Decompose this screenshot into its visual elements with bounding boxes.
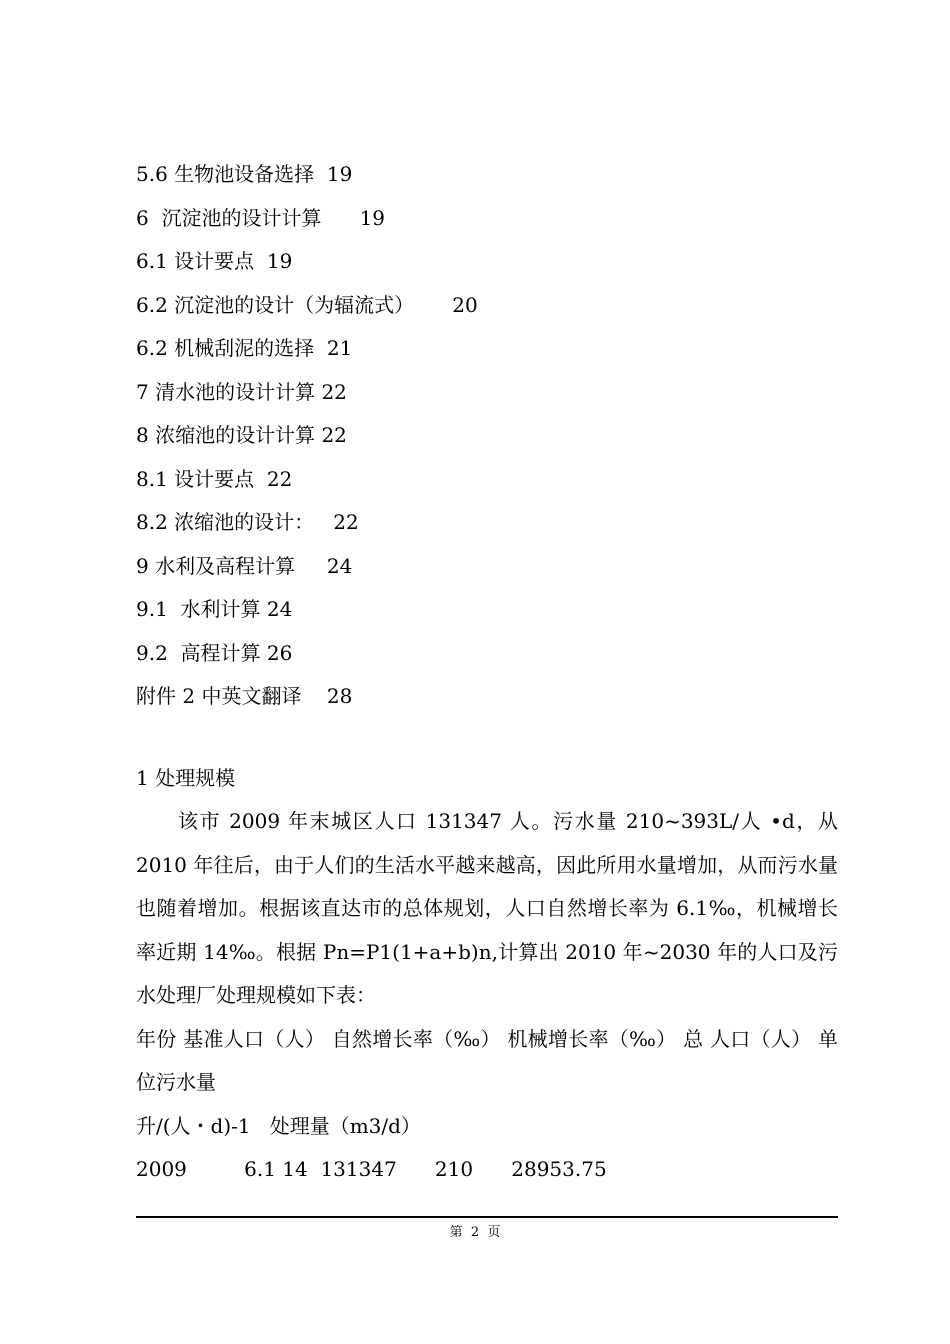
section-body xyxy=(136,760,838,1192)
table-of-contents xyxy=(136,156,836,722)
table-row: 2009 6.1 14 131347 210 28953.75 xyxy=(136,1157,607,1181)
toc-entry: 5.6 生物池设备选择 19 xyxy=(136,162,353,186)
toc-entry: 8.1 设计要点 22 xyxy=(136,466,293,491)
toc-entry: 6 沉淀池的设计计算 19 xyxy=(136,205,386,230)
toc-entry: 6.1 设计要点 19 xyxy=(136,249,293,273)
toc-entry: 9 水利及高程计算 24 xyxy=(136,553,353,578)
toc-entry: 9.2 高程计算 26 xyxy=(136,640,293,665)
section-paragraph: 该市 2009 年末城区人口 131347 人。污水量 210~393L/人 •d，从 2010 年往后，由于人们的生活水平越来越高，因此所用水量增加，从而污水量也随着增加。根据该直达市的总体规划，人口自然增长率为 6.1‰，机械增长率近期 14‰。根据 Pn=P1(1+a+b)n,计算出 2010 年~2030 年的人口及污水处理厂处理规模如下表： xyxy=(136,809,838,1007)
table-header-continued: 升/(人・d)-1 处理量（m3/d） xyxy=(136,1113,421,1138)
section-heading: 1 处理规模 xyxy=(136,766,236,790)
toc-entry: 9.1 水利计算 24 xyxy=(136,597,293,621)
toc-entry: 7 清水池的设计计算 22 xyxy=(136,379,347,404)
page-number: 第 2 页 xyxy=(449,1225,501,1240)
footer-divider xyxy=(136,1216,838,1218)
toc-entry: 6.2 沉淀池的设计（为辐流式） 20 xyxy=(136,292,478,317)
toc-entry: 8 浓缩池的设计计算 22 xyxy=(136,423,347,447)
table-header: 年份 基准人口（人） 自然增长率（‰） 机械增长率（‰） 总 人口（人） 单位污水量 xyxy=(136,1026,838,1094)
toc-entry: 6.2 机械刮泥的选择 21 xyxy=(136,336,353,360)
toc-entry: 附件 2 中英文翻译 28 xyxy=(136,684,353,708)
toc-entry: 8.2 浓缩池的设计： 22 xyxy=(136,510,359,534)
